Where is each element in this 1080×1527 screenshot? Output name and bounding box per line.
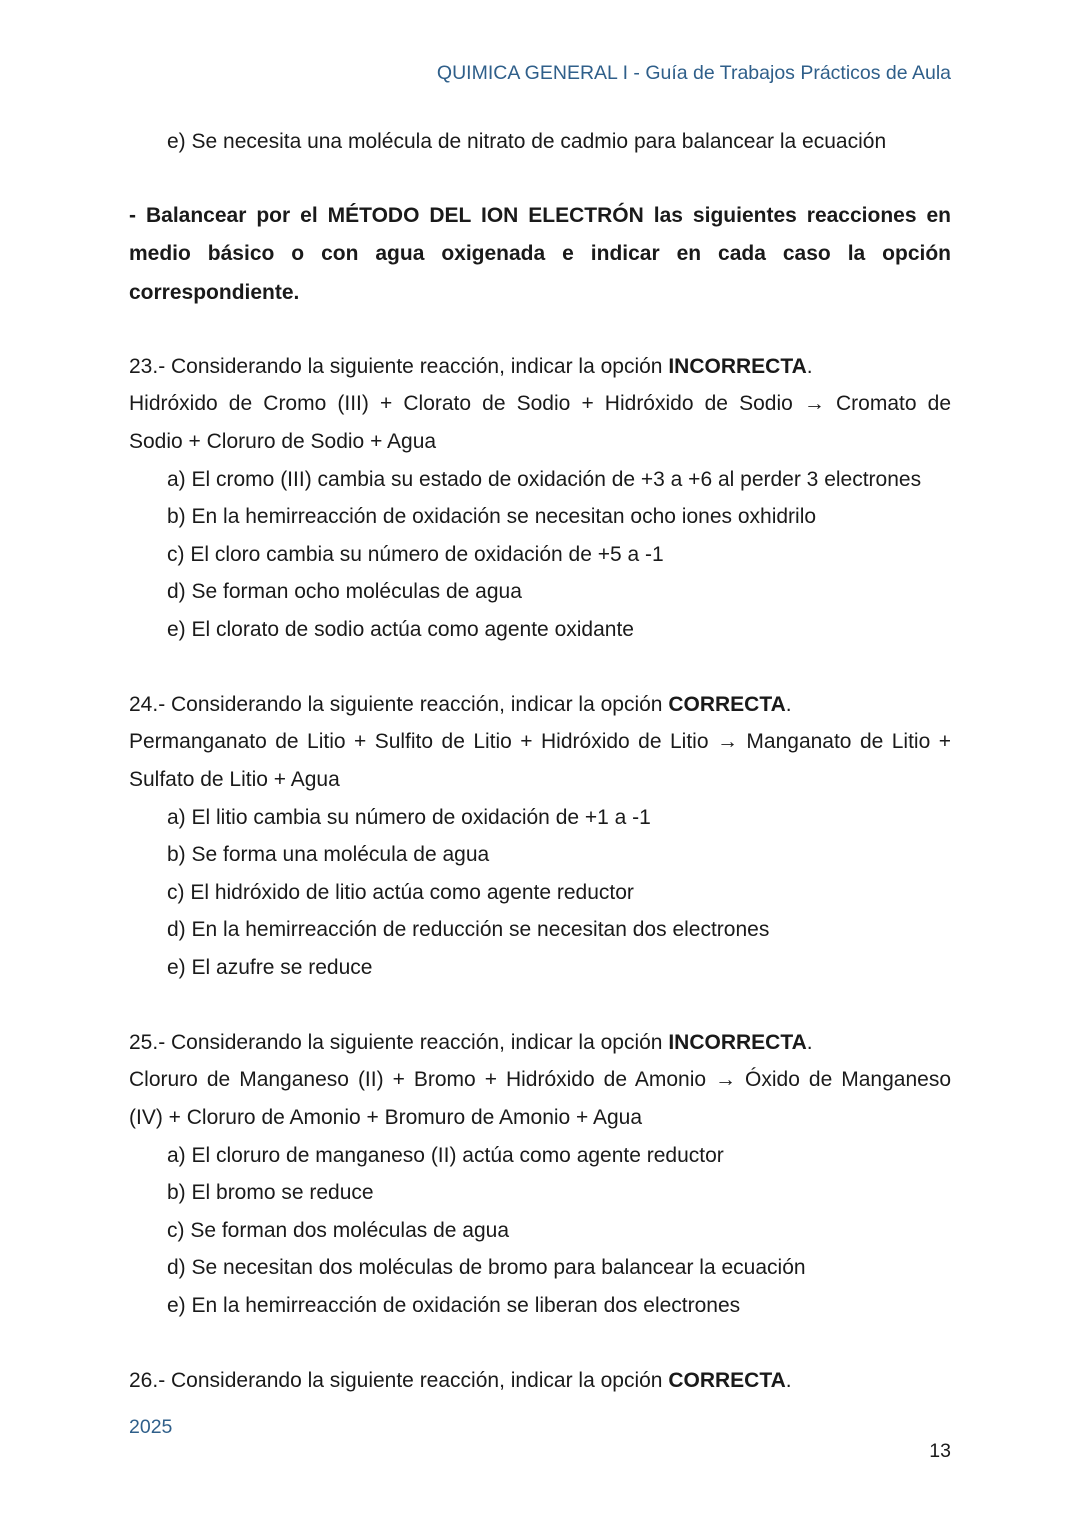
question-25-option-c: c) Se forman dos moléculas de agua (167, 1219, 510, 1242)
question-26-keyword: CORRECTA (668, 1369, 786, 1392)
question-26-prompt: 26.- Considerando la siguiente reacción, indicar la opción CORRECTA. (129, 1369, 792, 1392)
question-25-option-d: d) Se necesitan dos moléculas de bromo para balancear la ecuación (167, 1256, 806, 1279)
question-23-reaction-line-1: Hidróxido de Cromo (III) + Clorato de Sodio + Hidróxido de Sodio → Cromato de (129, 392, 951, 415)
carryover-option: e) Se necesita una molécula de nitrato de cadmio para balancear la ecuación (167, 130, 887, 153)
section-instruction-line-1: - Balancear por el MÉTODO DEL ION ELECTRÓN las siguientes reacciones en (129, 204, 951, 227)
question-24-option-c: c) El hidróxido de litio actúa como agente reductor (167, 881, 634, 904)
question-23-option-d: d) Se forman ocho moléculas de agua (167, 580, 522, 603)
question-23-option-e: e) El clorato de sodio actúa como agente oxidante (167, 618, 634, 641)
question-25-reaction-line-1: Cloruro de Manganeso (II) + Bromo + Hidróxido de Amonio → Óxido de Manganeso (129, 1068, 951, 1091)
question-23-option-c: c) El cloro cambia su número de oxidación de +5 a -1 (167, 543, 664, 566)
question-25-option-a: a) El cloruro de manganeso (II) actúa como agente reductor (167, 1144, 724, 1167)
question-24-reaction-line-2: Sulfato de Litio + Agua (129, 768, 340, 791)
section-instruction-line-2: medio básico o con agua oxigenada e indicar en cada caso la opción (129, 242, 951, 265)
question-23-keyword: INCORRECTA (668, 355, 807, 378)
question-24-option-e: e) El azufre se reduce (167, 956, 373, 979)
question-24-option-d: d) En la hemirreacción de reducción se necesitan dos electrones (167, 918, 770, 941)
page-header-title: QUIMICA GENERAL I - Guía de Trabajos Prácticos de Aula (436, 62, 951, 84)
section-instruction-line-3: correspondiente. (129, 281, 300, 304)
question-25-reaction-line-2: (IV) + Cloruro de Amonio + Bromuro de Amonio + Agua (129, 1106, 643, 1129)
question-25-keyword: INCORRECTA (668, 1031, 807, 1054)
question-23-option-b: b) En la hemirreacción de oxidación se necesitan ocho iones oxhidrilo (167, 505, 817, 528)
question-24-reaction-line-1: Permanganato de Litio + Sulfito de Litio + Hidróxido de Litio → Manganato de Litio + (129, 730, 951, 753)
page-number: 13 (929, 1440, 951, 1462)
question-25-option-b: b) El bromo se reduce (167, 1181, 374, 1204)
question-23-option-a: a) El cromo (III) cambia su estado de oxidación de +3 a +6 al perder 3 electrones (167, 468, 922, 491)
question-24-keyword: CORRECTA (668, 693, 786, 716)
question-24-option-a: a) El litio cambia su número de oxidación de +1 a -1 (167, 806, 651, 829)
question-23-prompt: 23.- Considerando la siguiente reacción, indicar la opción INCORRECTA. (129, 355, 813, 378)
question-23-reaction-line-2: Sodio + Cloruro de Sodio + Agua (129, 430, 437, 453)
footer-year: 2025 (129, 1416, 173, 1438)
question-25-prompt: 25.- Considerando la siguiente reacción, indicar la opción INCORRECTA. (129, 1031, 813, 1054)
question-24-option-b: b) Se forma una molécula de agua (167, 843, 490, 866)
question-24-prompt: 24.- Considerando la siguiente reacción, indicar la opción CORRECTA. (129, 693, 792, 716)
question-25-option-e: e) En la hemirreacción de oxidación se liberan dos electrones (167, 1294, 741, 1317)
